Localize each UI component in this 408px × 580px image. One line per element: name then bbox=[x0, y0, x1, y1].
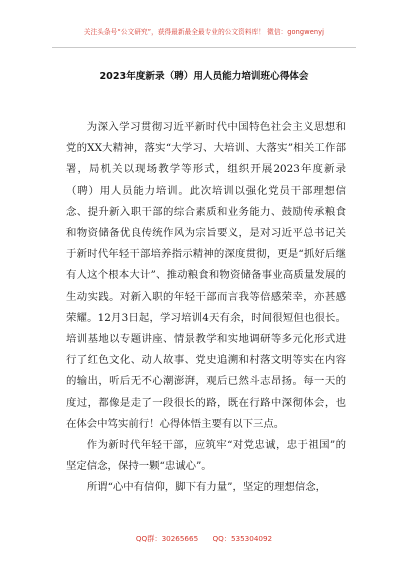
document-title: 2023年度新录（聘）用人员能力培训班心得体会 bbox=[99, 71, 309, 82]
footer-qq: QQ：535304092 bbox=[212, 534, 273, 543]
document-body bbox=[66, 117, 346, 499]
footer-contact bbox=[0, 534, 408, 544]
body-paragraph: 为深入学习贯彻习近平新时代中国特色社会主义思想和党的XX大精神，落实“大学习、大培训、大落实”相关工作部署，局机关以现场教学等形式，组织开展2023年度新录（聘）用人员能力培训。此次培训以强化党员干部理想信念、提升新入职干部的综合素质和业务能力、鼓励传承粮食和物资储备优良传统作风为宗旨要义，是对习近平总书记关于新时代年轻干部培养指示精神的深度贯彻，更是“抓好后继有人这个根本大计”、推动粮食和物资储备事业高质量发展的生动实践。对新入职的年轻干部而言我等倍感荣幸，亦甚感荣耀。12月3日起，学习培训4天有余，时间很短但也很长。培训基地以专题讲座、情景教学和实地调研等多元化形式进行了红色文化、动人故事、党史追溯和村落文明等实在内容的输出，听后无不心潮澎湃，观后已然斗志昂扬。每一天的度过，都像是走了一段很长的路，既在行路中深彻体会，也在体会中笃实前行！心得体悟主要有以下三点。 bbox=[66, 121, 346, 430]
body-paragraph: 所谓“心中有信仰，脚下有力量”，坚定的理想信念， bbox=[86, 481, 327, 494]
header-divider bbox=[52, 47, 356, 48]
body-paragraph: 作为新时代年轻干部，应筑牢“对党忠诚，忠于祖国”的坚定信念，保持一颗“忠诚心”。 bbox=[66, 439, 346, 473]
footer-qq-group: QQ群：30265665 bbox=[135, 534, 199, 543]
promo-banner: 关注头条号“公文研究”，获得最新最全最专业的公文资料库！ 微信：gongwenyj bbox=[83, 28, 325, 36]
